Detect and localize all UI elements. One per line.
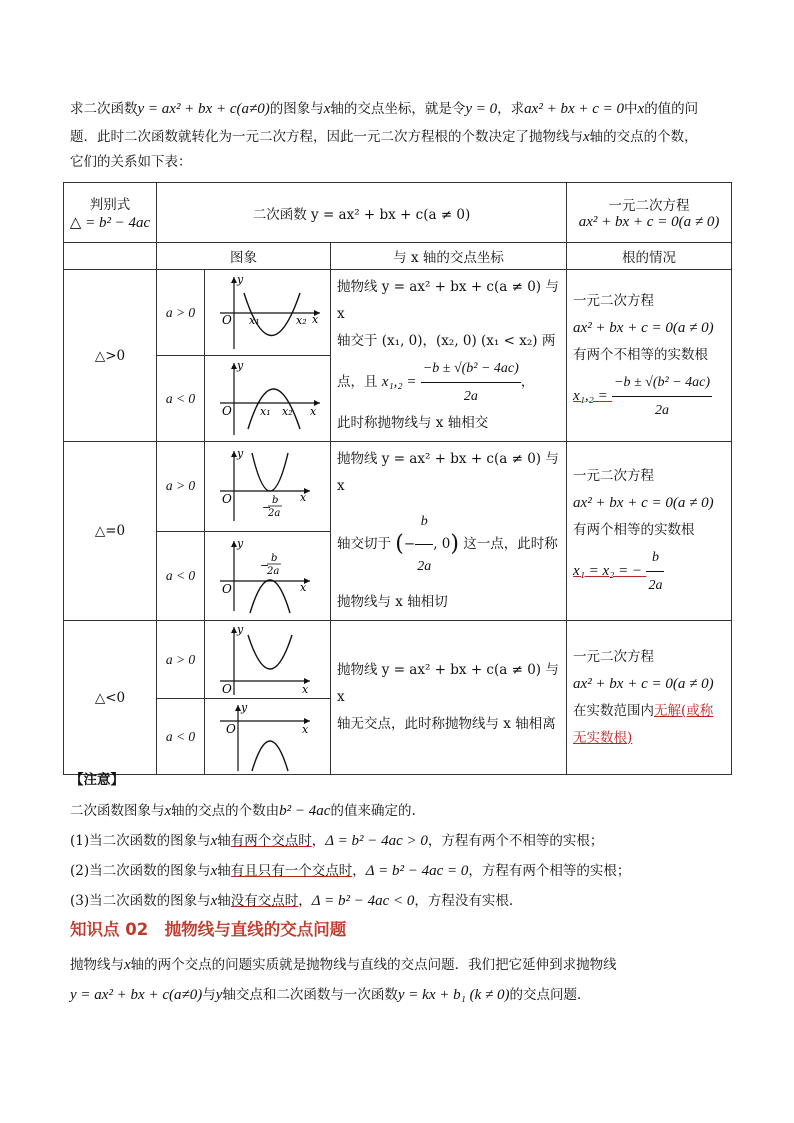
note-line-0: 二次函数图象与x轴的交点的个数由b² − 4ac的值来确定的.	[70, 803, 416, 819]
x1-label: x₁	[259, 404, 271, 418]
header-blank	[64, 243, 157, 270]
origin-label: O	[221, 681, 232, 696]
coord-disc-zero: 抛物线 y = ax² + bx + c(a ≠ 0) 与 x 轴交切于 (− $\frac{b}{2a}$ , 0) 这一点，此时称 抛物线与 x 轴相切	[331, 442, 567, 621]
note-body	[70, 796, 730, 916]
subheader-coord: 与 x 轴的交点坐标	[331, 243, 567, 270]
vertex-den: 2a	[267, 508, 280, 520]
graph-disc-zero-a-pos	[205, 442, 331, 532]
vertex-minus: −	[259, 558, 269, 572]
header-discriminant: 判别式 △ = b² − 4ac	[64, 183, 157, 243]
parabola-graph	[208, 273, 328, 353]
parabola-graph	[208, 701, 328, 773]
x2-label: x₂	[295, 313, 307, 327]
roots-disc-zero: 一元二次方程 ax² + bx + c = 0(a ≠ 0) 有两个相等的实数根 x₁ = x₂ = − $\frac{b}{2a}$	[567, 442, 732, 621]
origin-label: O	[225, 721, 236, 736]
y-label: y	[236, 358, 243, 372]
intro-line-3: 它们的关系如下表：	[70, 154, 192, 170]
note-line-3: (3)当二次函数的图象与x轴没有交点时，Δ = b² − 4ac < 0，方程没有实根.	[70, 893, 514, 909]
intro-line-1: 求二次函数y = ax² + bx + c(a≠0)的图象与x轴的交点坐标，就是令y = 0，求ax² + bx + c = 0中x的值的问	[70, 101, 699, 117]
note-heading: 【注意】	[70, 772, 124, 788]
parabola	[252, 741, 288, 771]
vertex-den: 2a	[266, 565, 279, 577]
parabola-graph	[208, 447, 328, 525]
section-body	[70, 950, 730, 1010]
parabola	[252, 453, 288, 491]
origin-label: O	[221, 581, 232, 596]
intro-line-2: 题．此时二次函数就转化为一元二次方程，因此一元二次方程根的个数决定了抛物线与x轴的交点的个数，	[70, 129, 698, 145]
a-positive-label: a > 0	[157, 442, 205, 532]
header-function: 二次函数 y = ax² + bx + c(a ≠ 0)	[157, 183, 567, 243]
a-negative-label: a < 0	[157, 699, 205, 775]
y-label: y	[240, 700, 247, 714]
a-positive-label: a > 0	[157, 621, 205, 699]
a-positive-label: a > 0	[157, 270, 205, 356]
roots-disc-positive: 一元二次方程 ax² + bx + c = 0(a ≠ 0) 有两个不相等的实数根 x₁,₂ = $\frac{\text{−b ± √(b² − 4ac)}}{2a}$	[567, 270, 732, 442]
y-label: y	[236, 272, 243, 286]
x-label: x	[301, 682, 308, 696]
a-negative-label: a < 0	[157, 356, 205, 442]
origin-label: O	[221, 492, 232, 507]
disc-zero: △=0	[64, 442, 157, 621]
origin-label: O	[221, 403, 232, 418]
coord-disc-negative: 抛物线 y = ax² + bx + c(a ≠ 0) 与 x 轴无交点，此时称抛物线与 x 轴相离	[331, 621, 567, 775]
section-title: 知识点 02 抛物线与直线的交点问题	[70, 920, 347, 939]
section-line-2: y = ax² + bx + c(a≠0)与y轴交点和二次函数与一次函数y = kx + b₁ (k ≠ 0)的交点问题．	[70, 987, 591, 1003]
header-equation: 一元二次方程 ax² + bx + c = 0(a ≠ 0)	[567, 183, 732, 243]
discriminant-table	[63, 182, 732, 775]
x2-label: x₂	[281, 404, 293, 418]
graph-disc-neg-a-neg	[205, 699, 331, 775]
x-label: x	[311, 312, 318, 326]
parabola-graph	[208, 537, 328, 615]
vertex-num: b	[270, 552, 277, 564]
graph-disc-neg-a-pos	[205, 621, 331, 699]
note-line-1: (1)当二次函数的图象与x轴有两个交点时，Δ = b² − 4ac > 0，方程有两个不相等的实根；	[70, 833, 604, 849]
y-label: y	[236, 536, 243, 550]
note-line-2: (2)当二次函数的图象与x轴有且只有一个交点时，Δ = b² − 4ac = 0，方程有两个相等的实根；	[70, 863, 631, 879]
section-line-1: 抛物线与x轴的两个交点的问题实质就是抛物线与直线的交点问题．我们把它延伸到求抛物线	[70, 957, 617, 973]
graph-disc-pos-a-neg	[205, 356, 331, 442]
origin-label: O	[221, 312, 232, 327]
parabola	[248, 635, 292, 669]
parabola-graph	[208, 359, 328, 439]
vertex-minus: −	[261, 501, 271, 515]
parabola	[250, 580, 290, 613]
a-negative-label: a < 0	[157, 531, 205, 621]
coord-disc-positive: 抛物线 y = ax² + bx + c(a ≠ 0) 与 x 轴交于 (x₁, 0)，(x₂, 0) (x₁ < x₂) 两 点，且 x₁,₂ = $\frac{\text{−b ± √(b² − 4ac)}}{2a}$ ， 此时称抛物线与 x 轴相交	[331, 270, 567, 442]
roots-disc-negative: 一元二次方程 ax² + bx + c = 0(a ≠ 0) 在实数范围内无解(或称 无实数根)	[567, 621, 732, 775]
x-label: x	[309, 404, 316, 418]
x-label: x	[299, 491, 306, 505]
disc-positive: △>0	[64, 270, 157, 442]
x1-label: x₁	[248, 313, 260, 327]
subheader-roots: 根的情况	[567, 243, 732, 270]
graph-disc-zero-a-neg	[205, 531, 331, 621]
vertex-num: b	[271, 495, 278, 507]
graph-disc-pos-a-pos	[205, 270, 331, 356]
y-label: y	[236, 622, 243, 636]
x-label: x	[299, 580, 306, 594]
intro-paragraph	[70, 95, 730, 173]
subheader-graph: 图象	[157, 243, 331, 270]
x-label: x	[301, 722, 308, 736]
disc-negative: △<0	[64, 621, 157, 775]
y-label: y	[236, 447, 243, 461]
parabola-graph	[208, 623, 328, 697]
